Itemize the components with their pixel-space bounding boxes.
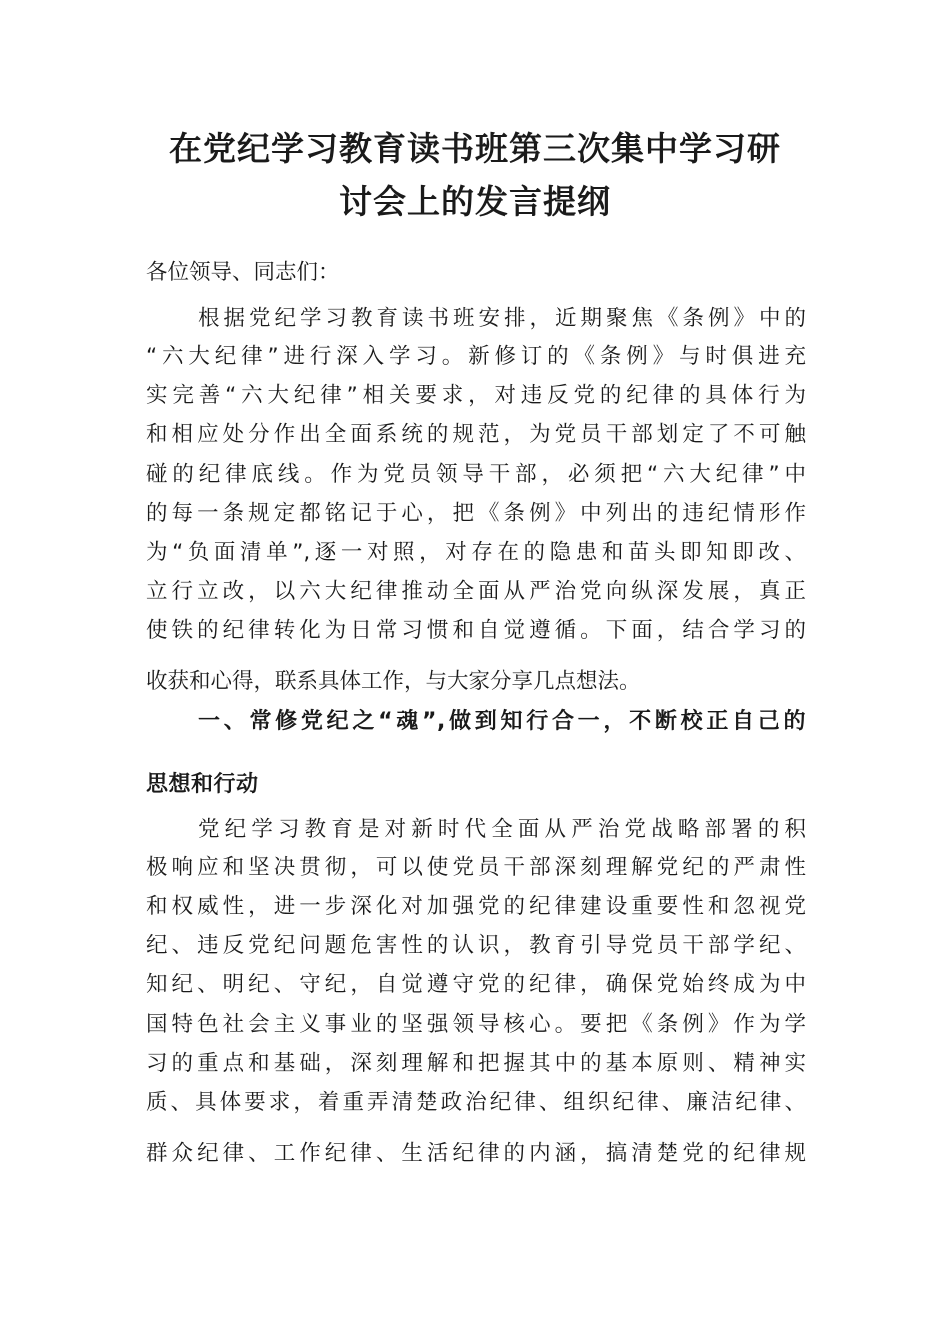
para2-line: 习的重点和基础，深刻理解和把握其中的基本原则、精神实 <box>146 1051 806 1076</box>
para2-line: 群众纪律、工作纪律、生活纪律的内涵，搞清楚党的纪律规 <box>146 1141 806 1166</box>
para1-line: “六大纪律”进行深入学习。新修订的《条例》与时俱进充 <box>146 344 806 369</box>
section-heading-1-cont: 思想和行动 <box>146 772 259 797</box>
para2-line: 和权威性，进一步深化对加强党的纪律建设重要性和忽视党 <box>146 894 806 919</box>
para2-line: 极响应和坚决贯彻，可以使党员干部深刻理解党纪的严肃性 <box>146 855 806 880</box>
para1-line: 和相应处分作出全面系统的规范，为党员干部划定了不可触 <box>146 422 806 447</box>
para2-line: 知纪、明纪、守纪，自觉遵守党的纪律，确保党始终成为中 <box>146 972 806 997</box>
para2-line: 质、具体要求，着重弄清楚政治纪律、组织纪律、廉洁纪律、 <box>146 1090 806 1115</box>
para1-line: 立行立改，以六大纪律推动全面从严治党向纵深发展，真正 <box>146 579 806 604</box>
document-title-line-2: 讨会上的发言提纲 <box>339 182 611 221</box>
para2-line: 纪、违反党纪问题危害性的认识，教育引导党员干部学纪、 <box>146 933 806 958</box>
para1-line: 使铁的纪律转化为日常习惯和自觉遵循。下面，结合学习的 <box>146 618 806 643</box>
para1-line: 碰的纪律底线。作为党员领导干部，必须把“六大纪律”中 <box>146 462 806 487</box>
section-heading-1: 一、常修党纪之“魂”,做到知行合一，不断校正自己的 <box>198 709 806 734</box>
document-title-line-1: 在党纪学习教育读书班第三次集中学习研 <box>169 129 781 168</box>
para2-line: 国特色社会主义事业的坚强领导核心。要把《条例》作为学 <box>146 1012 806 1037</box>
para1-line: 根据党纪学习教育读书班安排，近期聚焦《条例》中的 <box>198 306 806 331</box>
para1-line: 为“负面清单”,逐一对照，对存在的隐患和苗头即知即改、 <box>146 540 806 565</box>
greeting: 各位领导、同志们： <box>146 260 340 285</box>
para1-line: 实完善“六大纪律”相关要求，对违反党的纪律的具体行为 <box>146 383 806 408</box>
para1-line: 的每一条规定都铭记于心，把《条例》中列出的违纪情形作 <box>146 501 806 526</box>
para1-line: 收获和心得，联系具体工作，与大家分享几点想法。 <box>146 669 641 694</box>
para2-line: 党纪学习教育是对新时代全面从严治党战略部署的积 <box>198 817 806 842</box>
